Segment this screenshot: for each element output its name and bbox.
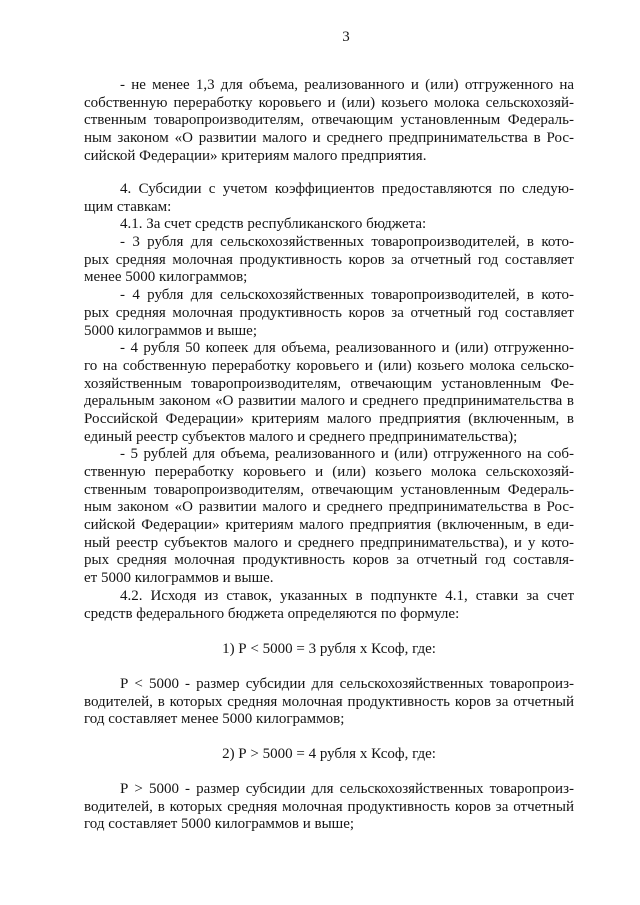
text-line: Российской Федерации» критериям малого предприятия (включенным, в xyxy=(84,410,574,427)
section-4 xyxy=(84,181,574,623)
text-line: щим ставкам: xyxy=(84,198,172,215)
text-line: хозяйственным товаропроизводителям, отвечающим установленным Фе- xyxy=(84,375,574,392)
text-line: - 3 рубля для сельскохозяйственных товаропроизводителей, в кото- xyxy=(120,234,574,251)
text-line: водителей, в которых средняя молочная продуктивность коров за отчетный xyxy=(84,693,574,710)
text-line: менее 5000 килограммов; xyxy=(84,269,248,286)
list-item xyxy=(84,234,574,287)
paragraph xyxy=(84,77,574,165)
text-line: 5000 килограммов и выше; xyxy=(84,322,257,339)
formula-line: 1) Р < 5000 = 3 рубля х Ксоф, где: xyxy=(222,641,436,657)
formula xyxy=(84,641,574,659)
text-line: Р < 5000 - размер субсидии для сельскохозяйственных товаропроиз- xyxy=(120,676,574,692)
text-line: ный реестр субъектов малого и среднего предпринимательства), и у кото- xyxy=(84,534,574,551)
text-line: ет 5000 килограммов и выше. xyxy=(84,570,274,587)
text-line: единый реестр субъектов малого и среднего предпринимательства); xyxy=(84,428,518,445)
text-line: собственную переработку коровьего и (или) козьего молока сельскохозяй- xyxy=(84,94,574,111)
text-line: рых средняя молочная продуктивность коров за отчетный год составляет xyxy=(84,304,574,321)
paragraph xyxy=(84,216,574,234)
text-line: ным законом «О развитии малого и среднего предпринимательства в Рос- xyxy=(84,499,574,516)
text-line: - 4 рубля 50 копеек для объема, реализованного и (или) отгруженно- xyxy=(120,340,574,357)
formula xyxy=(84,746,574,764)
text-line: 4.2. Исходя из ставок, указанных в подпункте 4.1, ставки за счет xyxy=(120,587,574,604)
page-number: 3 xyxy=(342,29,350,45)
text-line: водителей, в которых средняя молочная продуктивность коров за отчетный xyxy=(84,798,574,815)
text-line: ственным товаропроизводителям, отвечающим установленным Федераль- xyxy=(84,112,574,129)
list-item xyxy=(84,340,574,446)
text-line: 4.1. За счет средств республиканского бюджета: xyxy=(120,216,427,233)
text-line: рых средняя молочная продуктивность коров за отчетный год составля- xyxy=(84,552,574,569)
paragraph xyxy=(84,588,574,623)
text-line: год составляет менее 5000 килограммов; xyxy=(84,711,345,728)
text-line: - 4 рубля для сельскохозяйственных товаропроизводителей, в кото- xyxy=(120,287,574,304)
text-line: Р > 5000 - размер субсидии для сельскохозяйственных товаропроиз- xyxy=(120,781,574,797)
text-line: го на собственную переработку коровьего и (или) козьего молока сельско- xyxy=(84,357,574,374)
paragraph xyxy=(84,781,574,834)
list-item xyxy=(84,287,574,340)
text-line: год составляет 5000 килограммов и выше; xyxy=(84,816,355,833)
text-line: ным законом «О развитии малого и среднего предпринимательства в Рос- xyxy=(84,130,574,147)
list-item xyxy=(84,446,574,588)
text-line: - не менее 1,3 для объема, реализованного и (или) отгруженного на xyxy=(120,77,574,93)
paragraph xyxy=(84,676,574,729)
text-line: средств федерального бюджета определяются по формуле: xyxy=(84,605,460,622)
formula-line: 2) Р > 5000 = 4 рубля х Ксоф, где: xyxy=(222,746,436,762)
text-line: ственным товаропроизводителям, отвечающим установленным Федераль- xyxy=(84,481,574,498)
text-line: ственную переработку коровьего и (или) козьего молока сельскохозяй- xyxy=(84,464,574,480)
text-line: - 5 рублей для объема, реализованного и (или) отгруженного на соб- xyxy=(120,446,574,463)
text-line: сийской Федерации» критериям малого предприятия (включенным, в еди- xyxy=(84,517,574,534)
text-line: деральным законом «О развитии малого и среднего предпринимательства в xyxy=(84,393,574,410)
text-line: сийской Федерации» критериям малого предприятия. xyxy=(84,147,427,164)
text-line: рых средняя молочная продуктивность коров за отчетный год составляет xyxy=(84,251,574,268)
paragraph xyxy=(84,181,574,216)
text-line: 4. Субсидии с учетом коэффициентов предоставляются по следую- xyxy=(120,181,574,197)
